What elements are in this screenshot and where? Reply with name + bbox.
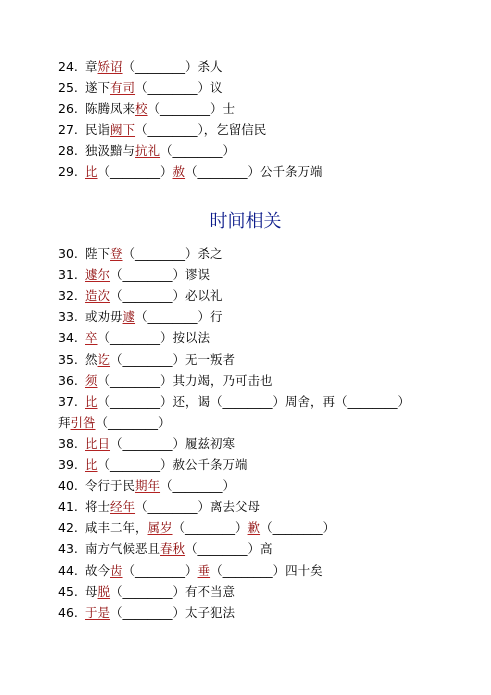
question-line <box>0 455 491 475</box>
underlined-term: 垂 <box>197 562 211 578</box>
question-number: 40. <box>58 478 78 494</box>
underlined-term: 遽 <box>122 309 136 325</box>
question-text <box>85 476 235 496</box>
question-line <box>0 244 491 264</box>
question-number: 45. <box>58 583 78 599</box>
question-number: 37. <box>58 393 78 409</box>
text-segment: 独汲黯与 <box>85 143 136 158</box>
underlined-term: 歉 <box>247 520 261 536</box>
question-number: 35. <box>58 351 78 367</box>
text-segment: （________） <box>160 478 236 494</box>
underlined-term: 阙下 <box>110 122 136 137</box>
question-line <box>0 603 491 623</box>
text-segment: （________） <box>172 520 248 536</box>
text-segment: （________） <box>95 414 171 430</box>
question-number: 31. <box>58 267 78 283</box>
question-text <box>85 265 210 285</box>
question-line <box>0 413 491 433</box>
underlined-term: 经年 <box>110 499 136 515</box>
text-segment: （________）太子犯法 <box>110 604 236 620</box>
underlined-term: 矫诏 <box>97 59 123 74</box>
question-number: 44. <box>58 562 78 578</box>
underlined-term: 齿 <box>110 562 123 578</box>
question-number: 36. <box>58 372 78 388</box>
question-number: 34. <box>58 330 78 346</box>
text-segment: （________）杀之 <box>122 246 223 261</box>
question-text <box>85 371 273 391</box>
underlined-term: 引咎 <box>70 414 96 430</box>
underlined-term: 须 <box>85 372 98 388</box>
question-line <box>0 286 491 306</box>
question-text <box>85 141 235 161</box>
question-number: 33. <box>58 309 78 325</box>
question-number: 26. <box>58 101 78 116</box>
text-segment: （________）士 <box>147 101 236 116</box>
text-segment: 咸丰二年， <box>85 520 148 536</box>
question-text <box>85 244 223 264</box>
question-line <box>0 141 491 161</box>
text-segment: （________）四十矣 <box>210 562 323 578</box>
question-text <box>85 455 248 475</box>
text-segment: （________）按以法 <box>97 330 211 346</box>
underlined-term: 有司 <box>110 80 136 95</box>
underlined-term: 抗礼 <box>135 143 161 158</box>
underlined-term: 赦 <box>172 164 186 179</box>
question-text <box>85 497 260 517</box>
question-text <box>85 162 323 182</box>
question-text <box>85 78 223 98</box>
text-segment: （________）公千条万端 <box>185 164 323 179</box>
question-text <box>85 561 323 581</box>
text-segment: （________）履兹初寒 <box>110 435 236 451</box>
text-segment: 陛下 <box>85 246 111 261</box>
question-number: 38. <box>58 435 78 451</box>
underlined-term: 比日 <box>85 435 111 451</box>
question-line <box>0 307 491 327</box>
question-line <box>0 99 491 119</box>
text-segment: （________） <box>260 520 336 536</box>
question-text <box>85 120 266 140</box>
underlined-term: 造次 <box>85 288 111 304</box>
text-segment: 或劝毋 <box>85 309 123 325</box>
question-text <box>85 286 223 306</box>
text-segment: 陈腾凤来 <box>85 101 136 116</box>
underlined-term: 比 <box>85 164 98 179</box>
question-text <box>85 434 235 454</box>
text-segment: （________） <box>160 143 236 158</box>
text-segment: （________），乞留信民 <box>135 122 267 137</box>
question-number: 46. <box>58 604 78 620</box>
text-segment: 故今 <box>85 562 111 578</box>
underlined-term: 脱 <box>97 583 111 599</box>
underlined-term: 卒 <box>85 330 98 346</box>
question-line <box>0 582 491 602</box>
question-number: 28. <box>58 143 78 158</box>
question-number: 39. <box>58 457 78 472</box>
underlined-term: 期年 <box>135 478 161 494</box>
text-segment: 将士 <box>85 499 111 515</box>
question-text <box>85 539 273 559</box>
underlined-term: 属岁 <box>147 520 173 536</box>
question-line <box>0 120 491 140</box>
text-segment: 遂下 <box>85 80 111 95</box>
text-segment: （________）有不当意 <box>110 583 236 599</box>
question-number: 27. <box>58 122 78 137</box>
question-number: 43. <box>58 541 78 557</box>
question-text <box>85 582 235 602</box>
question-line <box>0 162 491 182</box>
text-segment: 民诣 <box>85 122 111 137</box>
underlined-term: 校 <box>135 101 148 116</box>
text-segment: （________）高 <box>185 541 273 557</box>
question-number: 32. <box>58 288 78 304</box>
question-number: 25. <box>58 80 78 95</box>
question-text <box>85 392 410 412</box>
text-segment: （________）杀人 <box>122 59 223 74</box>
question-text <box>85 328 210 348</box>
question-line <box>0 539 491 559</box>
text-segment: （________）赦公千条万端 <box>97 457 248 472</box>
text-segment: （________） <box>97 164 173 179</box>
text-segment: （________）还，谒（________）周舍，再（________） <box>97 393 411 409</box>
question-text <box>85 307 223 327</box>
question-line <box>0 57 491 77</box>
question-line <box>0 434 491 454</box>
text-segment: 母 <box>85 583 98 599</box>
question-line <box>0 476 491 496</box>
question-line <box>0 350 491 370</box>
question-line <box>0 392 491 412</box>
text-segment: 令行于民 <box>85 478 136 494</box>
text-segment: 拜 <box>58 414 71 430</box>
text-segment: （________） <box>122 562 198 578</box>
text-segment: （________）必以礼 <box>110 288 223 304</box>
question-text <box>85 350 235 370</box>
text-segment: 章 <box>85 59 98 74</box>
text-segment: 南方气候恶且 <box>85 541 161 557</box>
question-line <box>0 265 491 285</box>
question-text <box>85 518 335 538</box>
underlined-term: 登 <box>110 246 123 261</box>
text-segment: （________）议 <box>135 80 223 95</box>
question-line <box>0 561 491 581</box>
text-segment: （________）行 <box>135 309 223 325</box>
question-number: 42. <box>58 520 78 536</box>
question-line <box>0 328 491 348</box>
question-number: 30. <box>58 246 78 261</box>
question-line <box>0 78 491 98</box>
question-number: 29. <box>58 164 78 179</box>
underlined-term: 春秋 <box>160 541 186 557</box>
text-segment: （________）无一叛者 <box>110 351 236 367</box>
underlined-term: 遽尔 <box>85 267 111 283</box>
section-heading: 时间相关 <box>209 211 282 232</box>
question-number: 41. <box>58 499 78 515</box>
question-text <box>85 57 223 77</box>
underlined-term: 比 <box>85 457 98 472</box>
question-number: 24. <box>58 59 78 74</box>
question-text <box>85 603 235 623</box>
underlined-term: 讫 <box>97 351 111 367</box>
question-text <box>85 99 235 119</box>
underlined-term: 于是 <box>85 604 111 620</box>
question-line <box>0 497 491 517</box>
question-line <box>0 518 491 538</box>
text-segment: （________）谬误 <box>110 267 211 283</box>
underlined-term: 比 <box>85 393 98 409</box>
text-segment: （________）离去父母 <box>135 499 261 515</box>
text-segment: 然 <box>85 351 98 367</box>
question-line <box>0 371 491 391</box>
text-segment: （________）其力竭，乃可击也 <box>97 372 273 388</box>
question-text <box>58 413 171 433</box>
